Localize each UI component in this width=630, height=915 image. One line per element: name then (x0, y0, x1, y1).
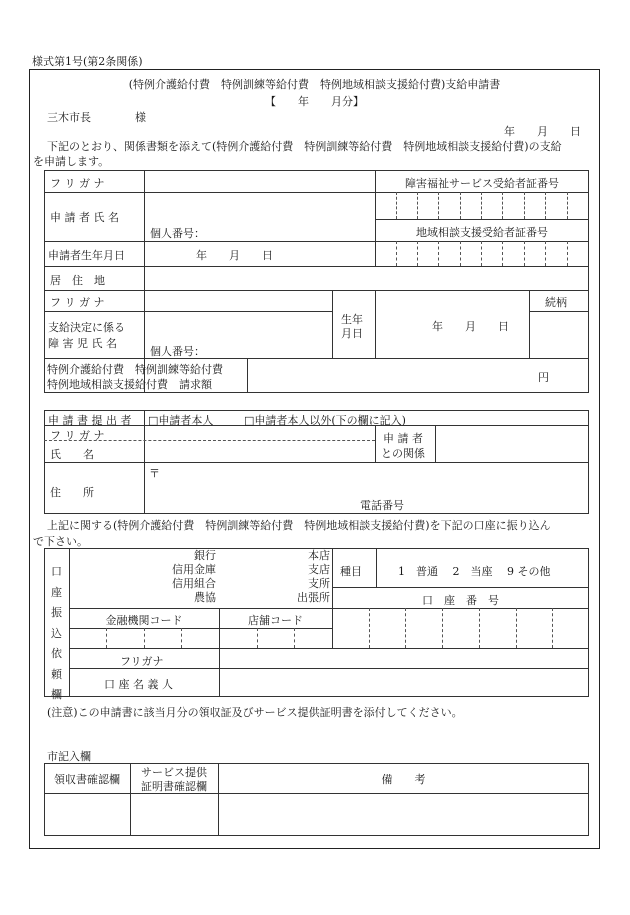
child-birth-label-1: 生年 (341, 313, 363, 326)
applicant-address-label: 居 住 地 (50, 274, 105, 287)
service-check-label-2: 証明書確認欄 (141, 780, 207, 793)
holder-label: 口 座 名 義 人 (104, 678, 173, 691)
bank-intro-line-1: 上記に関する(特例介護給付費 特例訓練等給付費 特例地域相談支援給付費)を下記の口座に振り込ん (47, 519, 551, 532)
institution-code-label: 金融機関コード (105, 614, 183, 627)
receipt-check-label: 領収書確認欄 (54, 773, 120, 786)
account-kind-options: 1 普通 2 当座 9 その他 (398, 565, 551, 578)
submitter-furigana-label: フ リ ガ ナ (50, 429, 105, 442)
submitter-relation-label-1: 申 請 者 (383, 432, 423, 445)
disability-cert-label: 障害福祉サービス受給者証番号 (405, 177, 559, 190)
bank-side-label: 口 座 振 込 依 頼 欄 (51, 565, 62, 701)
postal-mark: 〒 (149, 467, 160, 480)
applicant-birth-label: 申請者生年月日 (48, 249, 125, 262)
office-use-title: 市記入欄 (47, 750, 91, 763)
claim-unit: 円 (538, 371, 549, 384)
phone-label: 電話番号 (360, 499, 404, 512)
child-birth-label-2: 月日 (341, 327, 363, 340)
claim-label-2: 特例地域相談支援給付費 請求額 (47, 378, 212, 391)
applicant-birth-value: 年 月 日 (196, 249, 273, 262)
branch-code-label: 店舗コード (248, 614, 303, 627)
form-period: 【 年 月分】 (265, 95, 364, 108)
account-number-label: 口 座 番 号 (422, 594, 499, 607)
child-name-label-1: 支給決定に係る (48, 321, 125, 334)
child-furigana-label: フ リ ガ ナ (50, 296, 105, 309)
bank-intro-line-2: で下さい。 (33, 535, 88, 548)
attachment-note: (注意)この申請書に該当月分の領収証及びサービス提供証明書を添付してください。 (47, 706, 463, 719)
submitter-option-other[interactable]: □申請者本人以外(下の欄に記入) (244, 414, 406, 427)
intro-line-1: 下記のとおり、関係書類を添えて(特例介護給付費 特例訓練等給付費 特例地域相談支援給付費)の支給 (47, 140, 562, 153)
submitter-option-self[interactable]: □申請者本人 (148, 414, 214, 427)
applicant-furigana-label: フ リ ガ ナ (50, 177, 105, 190)
applicant-name-label: 申 請 者 氏 名 (50, 211, 119, 224)
remarks-label: 備 考 (381, 773, 426, 786)
child-my-number-label: 個人番号： (150, 345, 205, 358)
submitter-address-label: 住 所 (50, 486, 94, 499)
child-relation-label: 続柄 (545, 296, 567, 309)
intro-line-2: を申請します。 (33, 155, 110, 168)
applicant-my-number-label: 個人番号： (150, 227, 205, 240)
service-check-label-1: サービス提供 (141, 766, 207, 779)
account-kind-label: 種目 (340, 565, 362, 578)
form-title: (特例介護給付費 特例訓練等給付費 特例地域相談支援給付費)支給申請書 (128, 78, 501, 91)
holder-furigana-label: フリガナ (120, 655, 164, 668)
child-birth-value: 年 月 日 (432, 320, 509, 333)
institution-types: 銀行 信用金庫 信用組合 農協 (172, 549, 216, 604)
regional-cert-label: 地域相談支援受給者証番号 (416, 226, 548, 239)
submitter-label: 申 請 書 提 出 者 (48, 414, 132, 427)
branch-types: 本店 支店 支所 出張所 (297, 549, 330, 604)
submitter-relation-label-2: との関係 (381, 447, 425, 460)
form-number: 様式第1号(第2条関係) (32, 55, 143, 68)
claim-label-1: 特例介護給付費 特例訓練等給付費 (47, 363, 223, 376)
application-date: 年 月 日 (504, 125, 581, 138)
addressee: 三木市長 様 (47, 111, 146, 124)
child-name-label-2: 障 害 児 氏 名 (48, 337, 117, 350)
submitter-name-label: 氏 名 (50, 448, 94, 461)
